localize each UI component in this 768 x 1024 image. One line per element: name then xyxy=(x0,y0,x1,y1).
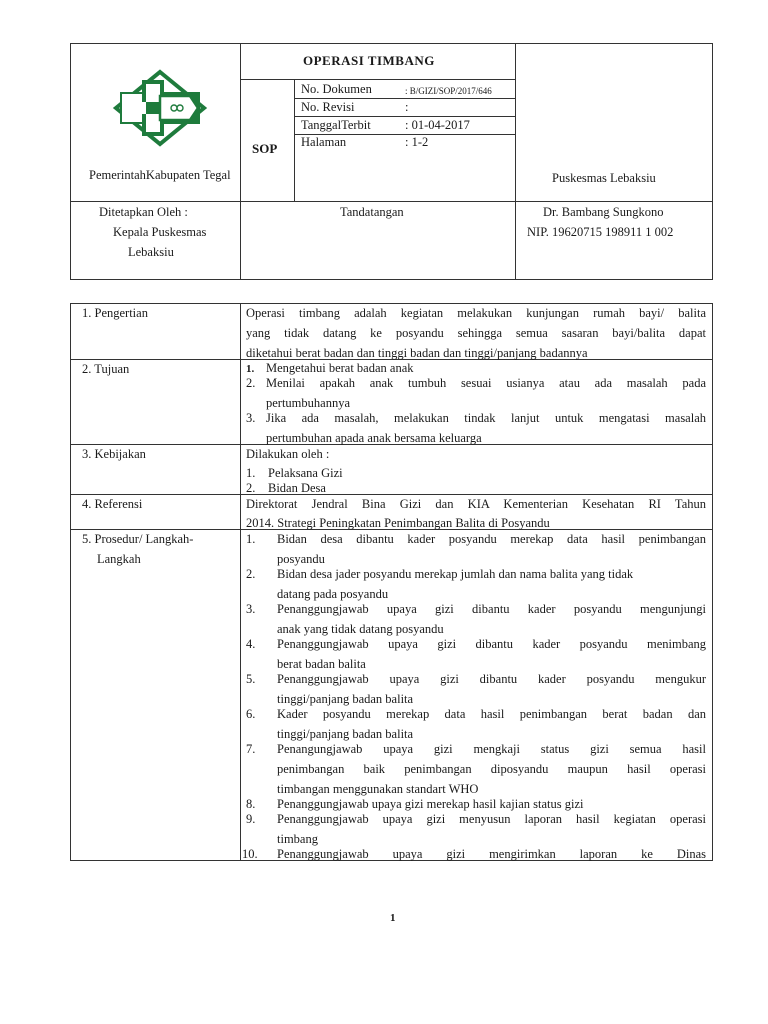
field-value-no-dokumen: : B/GIZI/SOP/2017/646 xyxy=(405,86,492,96)
tujuan-item-text: pertumbuhannya xyxy=(266,396,351,410)
field-label-no-revisi: No. Revisi xyxy=(301,100,355,114)
list-item-number: 7. xyxy=(246,742,256,756)
list-item-text: Kader posyandu merekap data hasil penimbangan berat badan dan xyxy=(277,707,706,721)
list-item-text: Penanggungjawab upaya gizi merekap hasil kajian status gizi xyxy=(277,797,584,811)
list-item-text: posyandu xyxy=(277,552,325,566)
list-item xyxy=(242,847,706,861)
list-item-number: 3. xyxy=(246,602,256,616)
tujuan-item-number: 1. xyxy=(246,363,255,375)
pengertian-line: diketahui berat badan dan tinggi badan dan tinggi/panjang badannya xyxy=(246,346,588,360)
signer-nip: NIP. 19620715 198911 1 002 xyxy=(527,225,674,239)
document-title: OPERASI TIMBANG xyxy=(303,53,435,68)
list-item xyxy=(246,567,706,603)
tujuan-item-text: Mengetahui berat badan anak xyxy=(266,361,414,375)
field-label-tanggal-terbit: TanggalTerbit xyxy=(301,118,371,132)
pengertian-line: Operasi timbang adalah kegiatan melakukan kunjungan rumah bayi/ balita xyxy=(246,306,706,320)
list-item-text: datang pada posyandu xyxy=(277,587,389,601)
page-number: 1 xyxy=(390,912,396,924)
list-item-text: Penanggungjawab upaya gizi dibantu kader posyandu menimbang xyxy=(277,637,706,651)
list-item-number: 5. xyxy=(246,672,256,686)
list-item-text: Penangungjawab upaya gizi mengkaji status gizi semua hasil xyxy=(277,742,706,756)
kebijakan-item-number: 2. xyxy=(246,481,256,495)
sop-label: SOP xyxy=(252,141,278,156)
list-item xyxy=(246,707,706,743)
section-label-pengertian: 1. Pengertian xyxy=(82,306,148,320)
list-item-text: Bidan desa dibantu kader posyandu merekap data hasil penimbangan xyxy=(277,532,706,546)
list-item-text: berat badan balita xyxy=(277,657,366,671)
kebijakan-item-text: Bidan Desa xyxy=(268,481,326,495)
field-label-no-dokumen: No. Dokumen xyxy=(301,82,372,96)
list-item-number: 9. xyxy=(246,812,256,826)
kebijakan-item-number: 1. xyxy=(246,466,256,480)
tujuan-item-text: pertumbuhan apada anak bersama keluarga xyxy=(266,431,482,445)
field-value-tanggal-terbit: : 01-04-2017 xyxy=(405,118,470,132)
list-item xyxy=(246,532,706,568)
puskesmas-logo-icon xyxy=(112,70,208,146)
list-item xyxy=(246,637,706,673)
list-item xyxy=(246,672,706,708)
tujuan-item-number: 2. xyxy=(246,376,256,390)
list-item-text: penimbangan baik penimbangan diposyandu maupun hasil operasi xyxy=(277,762,706,776)
field-label-halaman: Halaman xyxy=(301,135,347,149)
org-right: Puskesmas Lebaksiu xyxy=(552,171,656,185)
list-item-text: timbang xyxy=(277,832,318,846)
pengertian-line: yang tidak datang ke posyandu sehingga semua sasaran bayi/balita dapat xyxy=(246,326,706,340)
list-item-text: anak yang tidak datang posyandu xyxy=(277,622,444,636)
field-value-no-revisi: : xyxy=(405,100,409,114)
kebijakan-intro: Dilakukan oleh : xyxy=(246,447,330,461)
referensi-line: Direktorat Jendral Bina Gizi dan KIA Kementerian Kesehatan RI Tahun xyxy=(246,497,706,511)
tandatangan-label: Tandatangan xyxy=(340,205,404,219)
section-label-prosedur-cont: Langkah xyxy=(97,552,141,566)
list-item-number: 8. xyxy=(246,797,256,811)
list-item-number: 10. xyxy=(242,847,258,861)
list-item-number: 6. xyxy=(246,707,256,721)
list-item xyxy=(246,742,706,798)
list-item xyxy=(246,812,706,848)
section-label-prosedur: 5. Prosedur/ Langkah- xyxy=(82,532,194,546)
section-label-referensi: 4. Referensi xyxy=(82,497,143,511)
list-item-number: 1. xyxy=(246,532,256,546)
list-item-text: timbangan menggunakan standart WHO xyxy=(277,782,479,796)
referensi-line: 2014. Strategi Peningkatan Penimbangan Balita di Posyandu xyxy=(246,516,550,530)
list-item xyxy=(246,602,706,638)
list-item-text: Bidan desa jader posyandu merekap jumlah dan nama balita yang tidak xyxy=(277,567,634,581)
tujuan-item-text: Jika ada masalah, melakukan tindak lanjut untuk mengatasi masalah xyxy=(266,411,706,425)
list-item-text: Penanggungjawab upaya gizi mengirimkan laporan ke Dinas xyxy=(277,847,706,861)
list-item-text: Penanggungjawab upaya gizi dibantu kader posyandu mengunjungi xyxy=(277,602,706,616)
ditetapkan-oleh: Ditetapkan Oleh : xyxy=(99,205,188,219)
ditetapkan-instansi: Lebaksiu xyxy=(128,245,174,259)
section-label-tujuan: 2. Tujuan xyxy=(82,362,130,376)
ditetapkan-jabatan: Kepala Puskesmas xyxy=(113,225,207,239)
section-label-kebijakan: 3. Kebijakan xyxy=(82,447,146,461)
list-item-text: Penanggungjawab upaya gizi menyusun laporan hasil kegiatan operasi xyxy=(277,812,706,826)
list-item-text: Penanggungjawab upaya gizi dibantu kader posyandu mengukur xyxy=(277,672,706,686)
field-value-halaman: : 1-2 xyxy=(405,135,429,149)
tujuan-item-text: Menilai apakah anak tumbuh sesuai usianya atau ada masalah pada xyxy=(266,376,706,390)
list-item-text: tinggi/panjang badan balita xyxy=(277,727,414,741)
signer-name: Dr. Bambang Sungkono xyxy=(543,205,664,219)
list-item-text: tinggi/panjang badan balita xyxy=(277,692,414,706)
org-left-line1: PemerintahKabupaten Tegal xyxy=(89,168,231,182)
list-item xyxy=(246,797,706,813)
tujuan-item-number: 3. xyxy=(246,411,256,425)
list-item-number: 4. xyxy=(246,637,256,651)
list-item-number: 2. xyxy=(246,567,256,581)
kebijakan-item-text: Pelaksana Gizi xyxy=(268,466,343,480)
